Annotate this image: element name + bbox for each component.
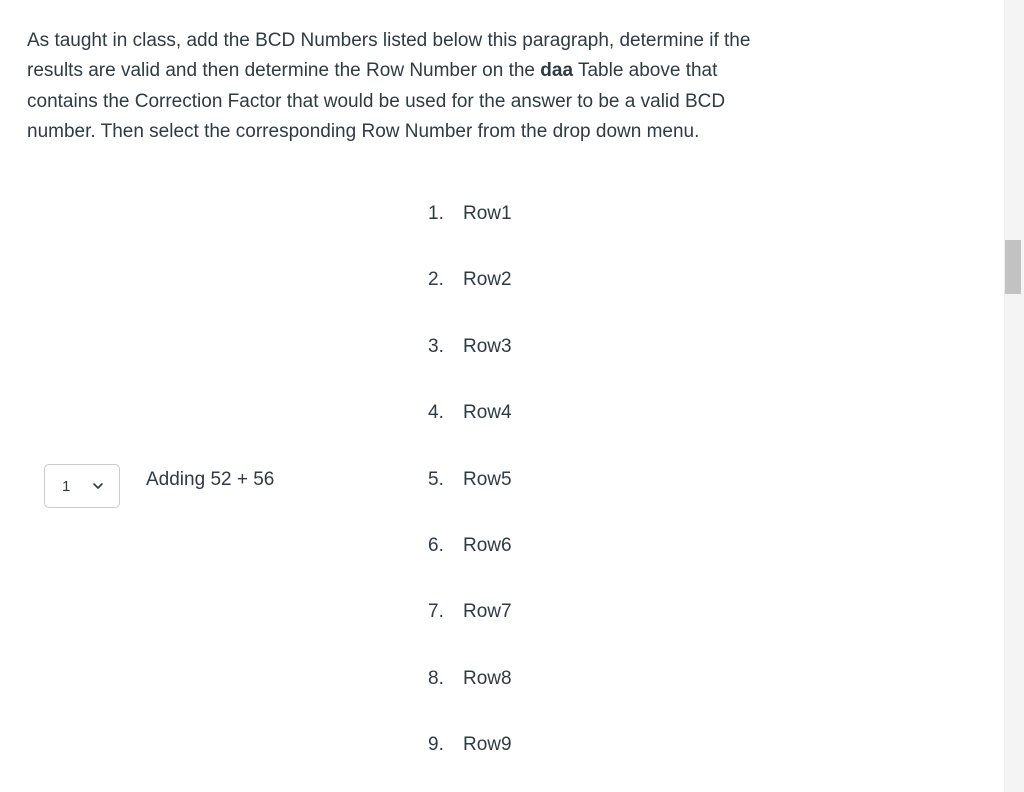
answer-option-number: 4.: [428, 402, 444, 424]
answer-option: [428, 595, 512, 661]
answer-option-number: 9.: [428, 734, 444, 756]
answer-option-label: Row9: [463, 734, 512, 756]
answer-option-label: Row4: [463, 402, 512, 424]
answer-option-label: Row6: [463, 534, 512, 556]
chevron-down-icon: [92, 480, 104, 492]
answer-option-label: Row5: [463, 468, 512, 490]
answer-option: [428, 197, 512, 263]
answer-option-number: 8.: [428, 667, 444, 689]
instructions-bold-table-name: daa: [540, 60, 574, 82]
answer-option-number: 7.: [428, 601, 444, 623]
answer-option-number: 5.: [428, 468, 444, 490]
answer-option: [428, 529, 512, 595]
answer-option-label: Row8: [463, 667, 512, 689]
answer-option: [428, 662, 512, 728]
dropdown-selected-value: 1: [62, 477, 71, 495]
answer-options-list: [428, 197, 512, 792]
answer-option: [428, 330, 512, 396]
answer-option: [428, 263, 512, 329]
answer-option-label: Row1: [463, 203, 512, 224]
answer-option: [428, 396, 512, 462]
answer-option-number: 3.: [428, 335, 444, 357]
answer-option-label: Row3: [463, 335, 512, 357]
instructions-text-start: As taught in class, add the BCD Numbers listed below this paragraph, determine if the results are valid and then determine the Row Number on the: [27, 30, 751, 82]
prompt-label: Adding 52 + 56: [146, 469, 275, 490]
answer-option-number: 1.: [428, 203, 444, 224]
answer-option: [428, 463, 512, 529]
vertical-scrollbar-track[interactable]: [1004, 0, 1024, 792]
instructions-text-end: Table above that contains the Correction Factor that would be used for the answer to be a valid BCD number. Then select the corresponding Row Number from the drop down menu.: [27, 60, 726, 143]
answer-dropdown[interactable]: [44, 464, 120, 508]
answer-option-label: Row2: [463, 269, 512, 291]
question-instructions: [27, 26, 787, 148]
answer-option-number: 6.: [428, 534, 444, 556]
answer-option-label: Row7: [463, 601, 512, 623]
answer-option: [428, 728, 512, 792]
answer-option-number: 2.: [428, 269, 444, 291]
matching-prompt-row: [44, 463, 275, 509]
vertical-scrollbar-thumb[interactable]: [1005, 240, 1021, 294]
